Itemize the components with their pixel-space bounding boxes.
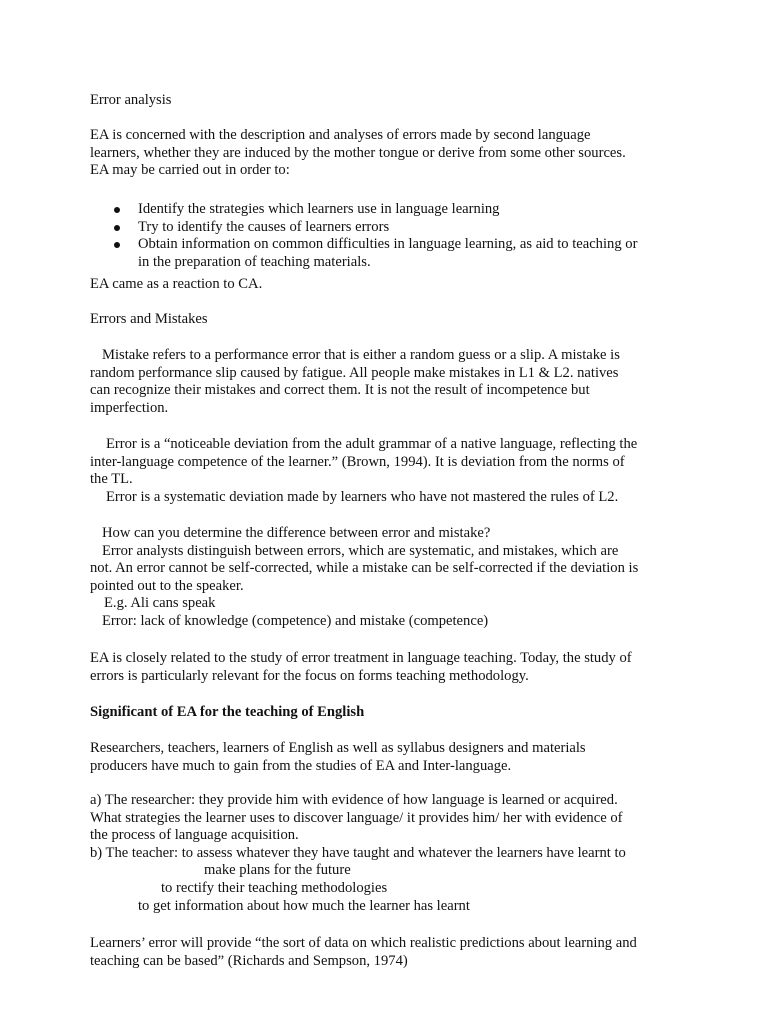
bullet-item: Obtain information on common difficulties in language learning, as aid to teaching or in the preparation of teaching materials. <box>90 236 690 271</box>
text-line: inter-language competence of the learner.” (Brown, 1994). It is deviation from the norms of <box>90 453 625 470</box>
text-line: random performance slip caused by fatigue. All people make mistakes in L1 & L2. natives <box>90 364 619 381</box>
intro-paragraph <box>90 127 690 180</box>
error-paragraph <box>90 436 690 506</box>
document-title: Error analysis <box>90 92 172 108</box>
text-line: to get information about how much the learner has learnt <box>138 897 470 914</box>
bullet-icon <box>114 207 120 213</box>
significance-heading: Significant of EA for the teaching of English <box>90 704 365 720</box>
text-line: imperfection. <box>90 399 169 416</box>
text-line: the TL. <box>90 471 133 488</box>
text-line: producers have much to gain from the studies of EA and Inter-language. <box>90 757 512 774</box>
text-line: Mistake refers to a performance error that is either a random guess or a slip. A mistake is <box>102 347 620 363</box>
researchers-paragraph <box>90 740 690 775</box>
text-line: E.g. Ali cans speak <box>104 595 216 612</box>
roles-section <box>90 792 690 915</box>
bullet-icon <box>114 242 120 248</box>
text-line: learners, whether they are induced by the mother tongue or derive from some other sources. <box>90 144 626 161</box>
text-line: not. An error cannot be self-corrected, while a mistake can be self-corrected if the deviation is <box>90 560 639 577</box>
text-line: teaching can be based” (Richards and Sempson, 1974) <box>90 952 408 969</box>
ca-line: EA came as a reaction to CA. <box>90 276 263 292</box>
text-line: What strategies the learner uses to discover language/ it provides him/ her with evidence of <box>90 809 623 826</box>
text-line: to rectify their teaching methodologies <box>161 879 388 896</box>
text-line: Error analysts distinguish between errors, which are systematic, and mistakes, which are <box>102 542 619 559</box>
text-line: Error: lack of knowledge (competence) and mistake (competence) <box>102 612 489 629</box>
bullet-item: Identify the strategies which learners use in language learning <box>90 201 690 219</box>
quote-paragraph <box>90 935 690 970</box>
errors-mistakes-heading: Errors and Mistakes <box>90 311 208 327</box>
text-line: EA is closely related to the study of error treatment in language teaching. Today, the study of <box>90 650 632 666</box>
text-line: Error is a systematic deviation made by learners who have not mastered the rules of L2. <box>106 488 619 505</box>
difference-paragraph <box>90 525 690 631</box>
text-line: Researchers, teachers, learners of English as well as syllabus designers and materials <box>90 740 586 756</box>
text-line: EA may be carried out in order to: <box>90 162 290 179</box>
purpose-bullet-list <box>90 201 690 271</box>
text-line: errors is particularly relevant for the focus on forms teaching methodology. <box>90 667 529 684</box>
text-line: b) The teacher: to assess whatever they have taught and whatever the learners have learnt to <box>90 844 626 861</box>
mistake-paragraph <box>90 347 690 417</box>
text-line: Learners’ error will provide “the sort of data on which realistic predictions about learning and <box>90 935 637 951</box>
text-line: Error is a “noticeable deviation from the adult grammar of a native language, reflecting the <box>106 436 638 452</box>
text-line: the process of language acquisition. <box>90 827 299 844</box>
text-line: a) The researcher: they provide him with evidence of how language is learned or acquired. <box>90 792 618 808</box>
text-line: pointed out to the speaker. <box>90 577 244 594</box>
text-line: EA is concerned with the description and analyses of errors made by second language <box>90 127 591 143</box>
text-line: make plans for the future <box>204 862 351 879</box>
bullet-icon <box>114 225 120 231</box>
treatment-paragraph <box>90 650 690 685</box>
text-line: How can you determine the difference between error and mistake? <box>102 525 491 541</box>
text-line: can recognize their mistakes and correct them. It is not the result of incompetence but <box>90 382 590 399</box>
bullet-item: Try to identify the causes of learners errors <box>90 219 690 237</box>
